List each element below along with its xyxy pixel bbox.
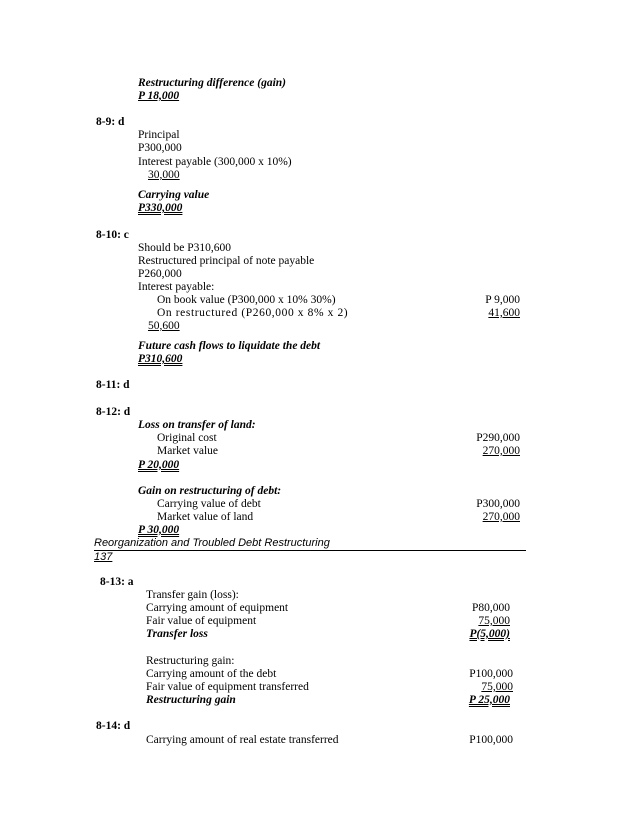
q810-total-interest: 50,600 — [148, 320, 180, 332]
q812-original-cost-amount: P290,000 — [476, 432, 520, 444]
question-8-14-label: 8-14: d — [96, 720, 131, 732]
q812-market-value-label: Market value — [157, 445, 218, 457]
q812-carrying-value-amount: P300,000 — [476, 498, 520, 510]
q813-fair-value-label: Fair value of equipment — [146, 615, 257, 627]
q812-market-value-amount: 270,000 — [482, 445, 520, 457]
q813-transfer-gain-heading: Transfer gain (loss): — [146, 589, 239, 601]
page-footer-title: Reorganization and Troubled Debt Restructuring — [94, 537, 526, 551]
q810-restructured-principal-label: Restructured principal of note payable — [138, 255, 315, 267]
q813-transfer-loss-amount: P(5,000) — [469, 628, 510, 640]
q813-carrying-equipment-label: Carrying amount of equipment — [146, 602, 289, 614]
restructuring-difference-label: Restructuring difference (gain) — [138, 77, 287, 89]
q813-restructuring-gain-label: Restructuring gain — [146, 694, 236, 706]
q89-carrying-value-label: Carrying value — [138, 189, 210, 201]
q812-gain-amount: P 30,000 — [138, 524, 180, 536]
q812-market-value-land-amount: 270,000 — [482, 511, 520, 523]
q812-market-value-land-label: Market value of land — [157, 511, 254, 523]
q89-principal-label: Principal — [138, 129, 180, 141]
q810-restructured-principal-amount: P260,000 — [138, 268, 182, 280]
q813-restructuring-gain-heading: Restructuring gain: — [146, 655, 235, 667]
q89-interest-payable-label: Interest payable (300,000 x 10%) — [138, 156, 292, 168]
q812-loss-amount: P 20,000 — [138, 459, 180, 471]
q810-restructured-interest-label: On restructured (P260,000 x 8% x 2) — [157, 307, 349, 319]
q813-carrying-equipment-amount: P80,000 — [471, 602, 510, 614]
q89-interest-payable-amount: 30,000 — [148, 169, 180, 181]
q810-should-be: Should be P310,600 — [138, 242, 231, 254]
q813-carrying-debt-amount: P100,000 — [469, 668, 513, 680]
question-8-11-label: 8-11: d — [96, 379, 130, 391]
q813-fair-value-transferred-label: Fair value of equipment transferred — [146, 681, 309, 693]
q814-carrying-real-estate-label: Carrying amount of real estate transferred — [146, 734, 339, 746]
q813-carrying-debt-label: Carrying amount of the debt — [146, 668, 277, 680]
q813-fair-value-amount: 75,000 — [478, 615, 510, 627]
question-8-10-label: 8-10: c — [96, 229, 129, 241]
q810-future-cash-flows-amount: P310,600 — [138, 353, 183, 365]
restructuring-difference-amount: P 18,000 — [138, 90, 180, 102]
question-8-13-label: 8-13: a — [100, 576, 134, 588]
q814-carrying-real-estate-amount: P100,000 — [469, 734, 513, 746]
q810-book-value-amount: P 9,000 — [485, 294, 520, 306]
q813-transfer-loss-label: Transfer loss — [146, 628, 208, 640]
q810-restructured-interest-amount: 41,600 — [488, 307, 520, 319]
q810-interest-payable-label: Interest payable: — [138, 281, 215, 293]
question-8-12-label: 8-12: d — [96, 406, 131, 418]
question-8-9-label: 8-9: d — [96, 116, 125, 128]
q89-carrying-value-amount: P330,000 — [138, 202, 183, 214]
q810-future-cash-flows-label: Future cash flows to liquidate the debt — [138, 340, 321, 352]
q89-principal-amount: P300,000 — [138, 142, 182, 154]
q812-loss-heading: Loss on transfer of land: — [138, 419, 256, 431]
q812-original-cost-label: Original cost — [157, 432, 217, 444]
page-number: 137 — [94, 551, 113, 563]
q812-gain-heading: Gain on restructuring of debt: — [138, 485, 282, 497]
q813-restructuring-gain-amount: P 25,000 — [468, 694, 510, 706]
q813-fair-value-transferred-amount: 75,000 — [481, 681, 513, 693]
q810-book-value-label: On book value (P300,000 x 10% 30%) — [157, 294, 336, 306]
q812-carrying-value-label: Carrying value of debt — [157, 498, 261, 510]
